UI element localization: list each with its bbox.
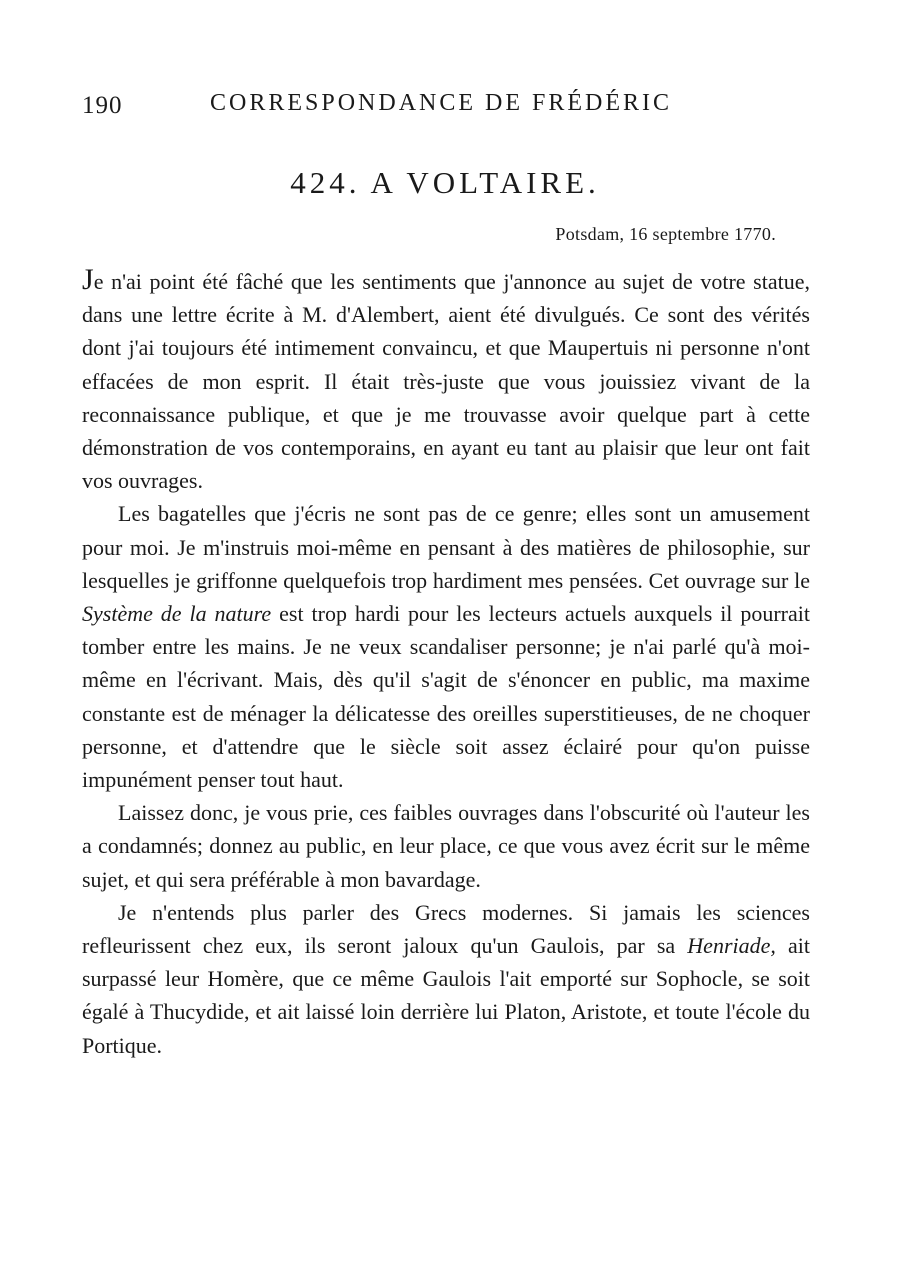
paragraph-2-italic: Système de la nature [82, 601, 272, 627]
paragraph-2 [82, 497, 810, 796]
drop-cap: J [82, 263, 94, 296]
paragraph-4-text-a: Je n'entends plus parler des Grecs modernes. Si jamais les sciences refleurissent chez eux, ils seront jaloux qu'un Gaulois, par sa [82, 899, 810, 959]
paragraph-3-text: Laissez donc, je vous prie, ces faibles ouvrages dans l'obscurité où l'auteur les a condamnés; donnez au public, en leur place, ce que vous avez écrit sur le même sujet, et qui sera préférable à mon bavardage. [82, 800, 810, 892]
paragraph-3 [82, 796, 810, 896]
letter-dateline: Potsdam, 16 septembre 1770. [555, 224, 776, 244]
letter-title: 424. A VOLTAIRE. [290, 165, 600, 200]
paragraph-2-text-a: Les bagatelles que j'écris ne sont pas de ce genre; elles sont un amusement pour moi. Je m'instruis moi-même en pensant à des matières de philosophie, sur lesquelles je griffonne quelquefois trop hardiment mes pensées. Cet ouvrage sur le [82, 501, 810, 593]
paragraph-4-italic: Henriade, [687, 933, 776, 959]
paragraph-1 [82, 265, 810, 497]
paragraph-4 [82, 896, 810, 1062]
letter-body [82, 265, 810, 1062]
page-number: 190 [82, 92, 123, 119]
running-head: CORRESPONDANCE DE FRÉDÉRIC [210, 90, 673, 116]
page-header [82, 88, 682, 122]
paragraph-1-text: e n'ai point été fâché que les sentiments que j'annonce au sujet de votre statue, dans une lettre écrite à M. d'Alembert, aient été divulgués. Ce sont des vérités dont j'ai toujours été intimement convaincu, et que Maupertuis ni personne n'ont effacées de mon esprit. Il était très-juste que vous jouissiez vivant de la reconnaissance publique, et que je me trouvasse avoir quelque part à cette démonstration de vos contemporains, en ayant eu tant au plaisir que leur ont fait vos ouvrages. [82, 269, 810, 494]
paragraph-4-text-b: ait surpassé leur Homère, que ce même Gaulois l'ait emporté sur Sophocle, se soit égalé à Thucydide, et ait laissé loin derrière lui Platon, Aristote, et toute l'école du Portique. [82, 933, 810, 1058]
paragraph-2-text-b: est trop hardi pour les lecteurs actuels auxquels il pourrait tomber entre les mains. Je ne veux scandaliser personne; je n'ai parlé qu'à moi-même en l'écrivant. Mais, dès qu'il s'agit de s'énoncer en public, ma maxime constante est de ménager la délicatesse des oreilles superstitieuses, de ne choquer personne, et d'attendre que le siècle soit assez éclairé pour qu'on puisse impunément penser tout haut. [82, 601, 810, 793]
